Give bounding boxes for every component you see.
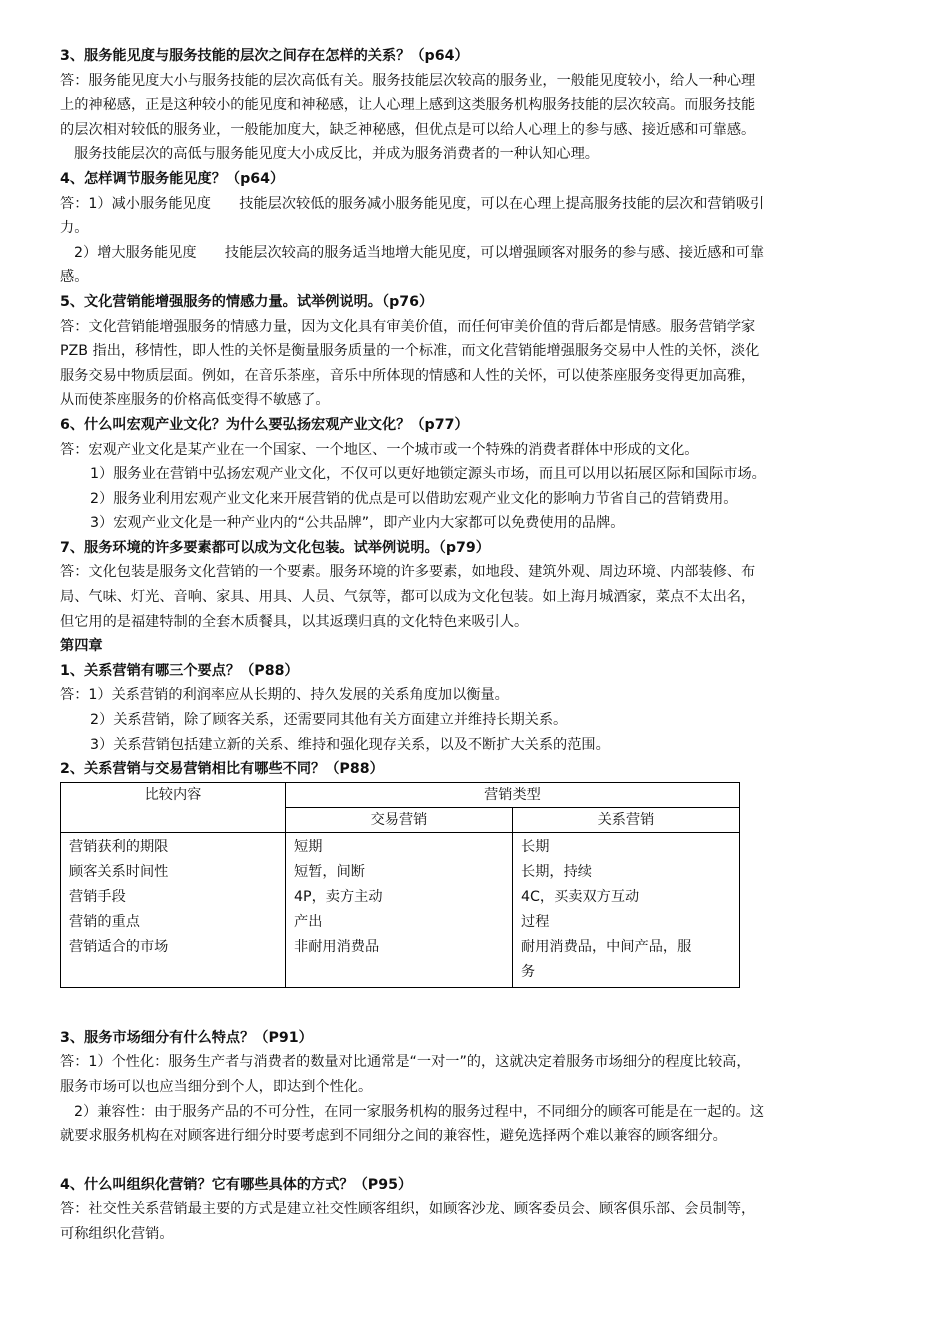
answer-line: 答：文化营销能增强服务的情感力量，因为文化具有审美价值，而任何审美价值的背后都是情感。服务营销学家 — [60, 318, 756, 335]
question-title: 4、什么叫组织化营销？它有哪些具体的方式？（P95） — [60, 1176, 413, 1193]
table-cell: 长期，持续 — [521, 863, 592, 880]
answer-point: 2）关系营销，除了顾客关系，还需要同其他有关方面建立并维持长期关系。 — [90, 712, 568, 729]
answer-line: 从而使茶座服务的价格高低变得不敏感了。 — [60, 392, 330, 409]
table-header-transactional: 交易营销 — [286, 807, 513, 832]
answer-line: 答：宏观产业文化是某产业在一个国家、一个地区、一个城市或一个特殊的消费者群体中形成的文化。 — [60, 441, 699, 458]
answer-line: 局、气味、灯光、音响、家具、用具、人员、气氛等，都可以成为文化包装。如上海月城酒家，菜点不太出名， — [60, 589, 756, 606]
answer-line: 答：1）个性化：服务生产者与消费者的数量对比通常是“一对一”的，这就决定着服务市场细分的程度比较高， — [60, 1054, 751, 1071]
table-header-relational: 关系营销 — [513, 807, 740, 832]
table-cell: 营销的重点 — [69, 913, 140, 930]
table-column-items — [61, 832, 286, 987]
document-page — [60, 44, 892, 1247]
question-title: 1、关系营销有哪三个要点？（P88） — [60, 662, 299, 679]
table-cell: 长期 — [521, 838, 550, 855]
table-cell: 4C，买卖双方互动 — [521, 888, 640, 905]
table-cell: 非耐用消费品 — [294, 938, 380, 955]
answer-line: 服务技能层次的高低与服务能见度大小成反比，并成为服务消费者的一种认知心理。 — [74, 146, 599, 163]
question-title: 6、什么叫宏观产业文化？为什么要弘扬宏观产业文化？（p77） — [60, 416, 469, 433]
answer-line: 可称组织化营销。 — [60, 1225, 174, 1242]
answer-line: 2）增大服务能见度 技能层次较高的服务适当地增大能见度，可以增强顾客对服务的参与感、接近感和可靠 — [74, 244, 765, 261]
chapter-heading: 第四章 — [60, 638, 103, 655]
comparison-table — [60, 782, 740, 988]
table-cell: 产出 — [294, 913, 323, 930]
answer-point: 1）服务业在营销中弘扬宏观产业文化，不仅可以更好地锁定源头市场，而且可以用以拓展区际和国际市场。 — [90, 466, 766, 483]
table-column-relational — [513, 832, 740, 987]
answer-line: 上的神秘感，正是这种较小的能见度和神秘感，让人心理上感到这类服务机构服务技能的层次较高。而服务技能 — [60, 97, 756, 114]
answer-point: 2）服务业利用宏观产业文化来开展营销的优点是可以借助宏观产业文化的影响力节省自己的营销费用。 — [90, 490, 738, 507]
question-title: 3、服务市场细分有什么特点？（P91） — [60, 1029, 313, 1046]
answer-line: 2）兼容性：由于服务产品的不可分性，在同一家服务机构的服务过程中，不同细分的顾客可能是在一起的。这 — [74, 1103, 765, 1120]
answer-line: 服务交易中物质层面。例如，在音乐茶座，音乐中所体现的情感和人性的关怀，可以使茶座服务变得更加高雅， — [60, 367, 756, 384]
table-cell: 营销手段 — [69, 888, 126, 905]
answer-line: PZB 指出，移情性，即人性的关怀是衡量服务质量的一个标准，而文化营销能增强服务交易中人性的关怀，淡化 — [60, 343, 760, 360]
table-header-item: 比较内容 — [61, 782, 286, 832]
table-header-group: 营销类型 — [286, 782, 740, 807]
answer-line: 感。 — [60, 269, 89, 286]
question-title: 4、怎样调节服务能见度？（p64） — [60, 170, 285, 187]
answer-line: 但它用的是福建特制的全套木质餐具，以其返璞归真的文化特色来吸引人。 — [60, 613, 529, 630]
answer-line: 答：1）关系营销的利润率应从长期的、持久发展的关系角度加以衡量。 — [60, 687, 509, 704]
table-cell: 营销适合的市场 — [69, 938, 169, 955]
table-column-transactional — [286, 832, 513, 987]
answer-point: 3）宏观产业文化是一种产业内的“公共品牌”，即产业内大家都可以免费使用的品牌。 — [90, 515, 625, 532]
answer-line: 答：社交性关系营销最主要的方式是建立社交性顾客组织，如顾客沙龙、顾客委员会、顾客俱乐部、会员制等， — [60, 1201, 756, 1218]
table-cell: 务 — [521, 963, 536, 980]
question-title: 5、文化营销能增强服务的情感力量。试举例说明。（p76） — [60, 293, 434, 310]
answer-line: 就要求服务机构在对顾客进行细分时要考虑到不同细分之间的兼容性，避免选择两个难以兼容的顾客细分。 — [60, 1128, 727, 1145]
table-cell: 短期 — [294, 838, 323, 855]
answer-line: 答：文化包装是服务文化营销的一个要素。服务环境的许多要素，如地段、建筑外观、周边环境、内部装修、布 — [60, 564, 756, 581]
answer-line: 服务市场可以也应当细分到个人，即达到个性化。 — [60, 1079, 373, 1095]
table-cell: 过程 — [521, 913, 550, 930]
table-cell: 顾客关系时间性 — [69, 863, 169, 880]
answer-line: 的层次相对较低的服务业，一般能加度大，缺乏神秘感，但优点是可以给人心理上的参与感、接近感和可靠感。 — [60, 121, 756, 138]
answer-line: 答：1）减小服务能见度 技能层次较低的服务减小服务能见度，可以在心理上提高服务技能的层次和营销吸引 — [60, 195, 765, 212]
question-title: 2、关系营销与交易营销相比有哪些不同？（P88） — [60, 761, 384, 778]
question-title: 7、服务环境的许多要素都可以成为文化包装。试举例说明。（p79） — [60, 539, 490, 556]
table-cell: 短暂，间断 — [294, 863, 365, 880]
table-cell: 营销获利的期限 — [69, 838, 169, 855]
answer-point: 3）关系营销包括建立新的关系、维持和强化现存关系，以及不断扩大关系的范围。 — [90, 736, 610, 753]
answer-line: 力。 — [60, 220, 89, 237]
question-title: 3、服务能见度与服务技能的层次之间存在怎样的关系？（p64） — [60, 48, 469, 64]
table-cell: 4P，卖方主动 — [294, 888, 383, 905]
table-cell: 耐用消费品，中间产品，服 — [521, 938, 692, 955]
answer-line: 答：服务能见度大小与服务技能的层次高低有关。服务技能层次较高的服务业，一般能见度较小，给人一种心理 — [60, 72, 756, 89]
